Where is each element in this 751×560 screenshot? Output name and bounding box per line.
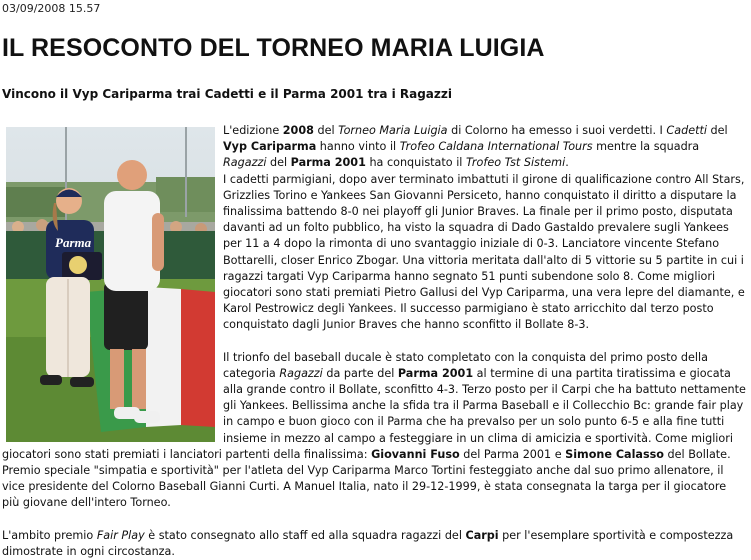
paragraph-cadetti: L'edizione 2008 del Torneo Maria Luigia di Colorno ha emesso i suoi verdetti. I Cadetti del Vyp Cariparma hanno vinto il Trofeo Caldana International Tours mentre la squadra Ragazzi del Parma 2001 ha conquistato il Trofeo Tst Sistemi. I cadetti parmigiani, dopo aver terminato imbattuti il girone di qualificazione contro All Stars, Grizzlies Torino e Yankees San Giovanni Persiceto, hanno conquistato il diritto a disputare la finalissima battendo 8-0 nei playoff gli Junior Braves. La finale per il primo posto, disputata davanti ad un folto pubblico, ha visto la squadra di Dado Gastaldo prevalere sugli Yankees per 11 a 4 dopo la rimonta di uno svantaggio iniziale di 0-3. Lanciatore vincente Stefano Bottarelli, closer Enrico Zbogar. Una vittoria meritata dall'alto di 5 vittorie su 5 partite in cui i ragazzi targati Vyp Cariparma hanno segnato 51 punti subendone solo 8. Come migliori giocatori sono stati premiati Pietro Gallusi del Vyp Cariparma, una vera lepre del diamante, e Karol Pestrowicz degli Yankees. Il successo parmigiano è stato arricchito dal terzo posto conquistato dagli Junior Braves che hanno sconfitto il Bollate 8-3. <box>223 124 745 332</box>
photo-illustration <box>6 127 215 442</box>
article-photo <box>6 127 215 442</box>
article-body <box>2 123 746 560</box>
article-subtitle: Vincono il Vyp Cariparma trai Cadetti e il Parma 2001 tra i Ragazzi <box>2 87 452 101</box>
paragraph-ragazzi: Il trionfo del baseball ducale è stato completato con la conquista del primo posto della categoria Ragazzi da parte del Parma 2001 al termine di una partita tiratissima e giocata alla grande contro il Bollate, sconfitto 4-3. Terzo posto per il Carpi che ha battuto nettamente gli Yankees. Bellissima anche la sfida tra il Parma Baseball e il Collecchio Bc: grande fair play in campo e buon gioco con il Parma che ha prevalso per un solo punto 6-5 e alla fine tutti insieme in mezzo al campo a festeggiare in un clima di amicizia e sportività. Come migliori giocatori sono stati premiati i lanciatori partenti della finalissima: Giovanni Fuso del Parma 2001 e Simone Calasso del Bollate. Premio speciale "simpatia e sportività" per l'atleta del Vyp Cariparma Marco Tortini festeggiato anche dal suo primo allenatore, il vice presidente del Colorno Baseball Gianni Curti. A Manuel Italia, nato il 29-12-1999, è stata consegnata la targa per il giocatore più giovane dell'intero Torneo. <box>2 350 746 510</box>
publish-date: 03/09/2008 15.57 <box>2 2 101 15</box>
jersey-text: Parma <box>55 235 92 250</box>
article-title: IL RESOCONTO DEL TORNEO MARIA LUIGIA <box>2 34 545 62</box>
paragraph-fair-play: L'ambito premio Fair Play è stato consegnato allo staff ed alla squadra ragazzi del Carpi per l'esemplare sportività e compostezza dimostrate in ogni circostanza. <box>2 528 734 558</box>
